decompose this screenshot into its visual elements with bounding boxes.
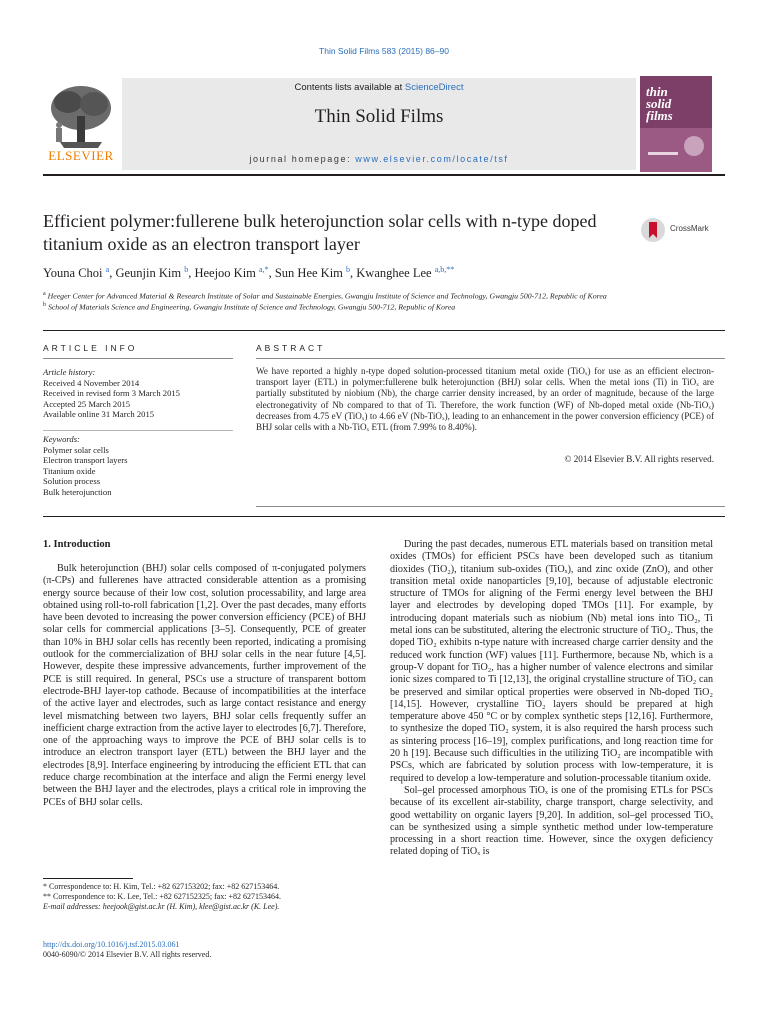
author-affiliation-mark[interactable]: b (184, 265, 189, 274)
keywords-list (43, 434, 233, 497)
cover-title: thin solid films (646, 84, 673, 123)
author-name[interactable]: Sun Hee Kim (274, 266, 343, 281)
abstract-bottom-rule (256, 506, 725, 507)
affiliation-b: $^b$ School of Materials Science and Engineering, Gwangju Institute of Science and Technology, Gwangju 500-712, Republic of Korea (43, 302, 456, 312)
author-affiliation-mark[interactable]: a (105, 265, 110, 274)
body-column-right (390, 539, 713, 859)
journal-reference-link[interactable]: Thin Solid Films 583 (2015) 86–90 (319, 46, 449, 56)
footnotes (43, 882, 373, 912)
sciencedirect-link[interactable]: ScienceDirect (404, 82, 464, 93)
keyword-item: Polymer solar cells (43, 444, 109, 455)
journal-homepage (122, 154, 636, 164)
keyword-item: Bulk heterojunction (43, 486, 112, 497)
author-name[interactable]: Youna Choi (43, 266, 103, 281)
page-footer (43, 940, 373, 960)
crossmark-label: CrossMark (670, 224, 709, 233)
elsevier-wordmark: ELSEVIER (48, 148, 114, 163)
body-column-left (43, 563, 366, 809)
keyword-item: Titanium oxide (43, 465, 96, 476)
keywords-rule (43, 430, 233, 431)
abstract-rule (256, 358, 725, 359)
paragraph: Sol–gel processed amorphous TiOₓ is one of the promising ETLs for PSCs because of its excellent air-stability, charge transport, charge selectivity, and good wettability on organic layers [9,20]. In addition, sol–gel processed TiOₓ can be synthesized using a simple synthetic method under low-temperature processing in a short reaction time. However, since the oxygen deficiency related doping of TiOₓ is (390, 784, 713, 858)
author-affiliation-mark[interactable]: a,b,** (434, 265, 455, 274)
author-divider (43, 330, 725, 331)
doi-link[interactable]: http://dx.doi.org/10.1016/j.tsf.2015.03.061 (43, 940, 180, 949)
footnote-correspondence-lee: ** Correspondence to: K. Lee, Tel.: +82 627152325; fax: +82 627153464. (43, 892, 282, 901)
author-name[interactable]: Geunjin Kim (115, 266, 182, 281)
author-name[interactable]: Kwanghee Lee (356, 266, 432, 281)
keyword-item: Solution process (43, 476, 101, 486)
cover-graphic-icon (640, 128, 712, 172)
author-affiliation-mark[interactable]: b (346, 265, 351, 274)
section-heading-introduction: 1. Introduction (43, 539, 111, 550)
paragraph: During the past decades, numerous ETL materials based on transition metal oxides (TMOs) for efficient PSCs have been developed such as titanium dioxides (TiO₂), titanium sub-oxides (TiOₓ), and zinc oxide (ZnO), and other transition metal oxide nanoparticles [9,10], because of adjustable electronic structure of TMOs for aligning of the Fermi energy level between the BHJ layer and electrodes by developing doped TMOs [11]. For example, by introducing dopant materials such as niobium (Nb) metal ions into TiO₂, Ti metal ions can be substituted, altering the electronic structure of TiO₂. Thus, the doped TiO₂ exhibits n-type nature with increased charge carrier density and the reduced work function (WF) values [11]. Furthermore, because Nb, which is a group-V dopant for TiO₂, has a higher number of valence electrons and similar ionic sizes compared to Ti [12,13], the original crystalline structure of TiO₂ can be preserved and similar optical properties were observed in Nb-doped TiO₂ [14,15]. However, crystalline TiO₂ layers should be prepared at high temperature above 450 °C or by complex synthetic steps [12,16]. Furthermore, to synthesize the doped TiO₂ system, it is also required the harsh process such as sintering process [16–19], complex purifications, and long reaction time for 20 h [19]. Because such difficulties in the utilizing TiO₂ are incompatible with PSCs, which are fabricated by solution process with low-temperature, it is required to develop a low-temperature and solution-processable titanium oxide. (390, 539, 713, 784)
history-label: Article history: (43, 367, 96, 377)
journal-title: Thin Solid Films (314, 106, 444, 127)
history-online: Available online 31 March 2015 (43, 409, 155, 419)
crossmark-icon (640, 216, 666, 244)
footnote-rule (43, 878, 133, 879)
footnote-emails[interactable]: E-mail addresses: heejook@gist.ac.kr (H. Kim), klee@gist.ac.kr (K. Lee). (43, 902, 280, 911)
history-received: Received 4 November 2014 (43, 377, 140, 388)
issn-line: 0040-6090/© 2014 Elsevier B.V. All rights reserved. (43, 950, 212, 959)
article-title: Efficient polymer:fullerene bulk heterojunction solar cells with n-type doped titanium oxide as an electron transport layer (43, 211, 597, 254)
abstract-text: We have reported a highly n-type doped solution-processed titanium metal oxide (TiOₓ) for use as an efficient electron-transport layer (ETL) in polymer:fullerene bulk heterojunction (BHJ) solar cells. When the metal ions (Ti) in TiOₓ are partially substituted by niobium (Nb), the charge carrier density increased, by an order of magnitude, because of the large electronegativity of Nb compared to that of Ti. Therefore, the work function (WF) of Nb-doped metal oxide (Nb-TiOₓ) decreases from 4.75 eV (TiOₓ) to 4.66 eV (Nb-TiOₓ), leading to an enhancement in the power conversion efficiency (PCE) of BHJ solar cells with a Nb-TiOₓ ETL (from 7.99% to 8.40%). (256, 366, 714, 433)
homepage-url-link[interactable]: www.elsevier.com/locate/tsf (355, 154, 509, 164)
article-info-rule (43, 358, 233, 359)
contents-line (122, 82, 636, 93)
abstract-copyright: © 2014 Elsevier B.V. All rights reserved. (564, 454, 714, 464)
author-affiliation-mark[interactable]: a,* (259, 265, 269, 274)
keywords-label: Keywords: (43, 434, 80, 444)
footnote-correspondence-kim: * Correspondence to: H. Kim, Tel.: +82 627153202; fax: +82 627153464. (43, 882, 280, 891)
article-history (43, 367, 233, 420)
header-divider (43, 174, 725, 176)
author-list: Youna Choi $^a$, Geunjin Kim $^b$, Heejoo Kim $^{a,*}$, Sun Hee Kim $^b$, Kwanghee Lee $^{a,b,**}$ (43, 265, 455, 281)
crossmark-button[interactable] (640, 216, 720, 244)
contents-prefix: Contents lists available at (294, 82, 405, 93)
body-divider (43, 516, 725, 517)
affiliation-a: $^a$ Heeger Center for Advanced Material & Research Institute of Solar and Sustainable Energies, Gwangju Institute of Science and Technology, Gwangju 500-712, Republic of Korea (43, 291, 607, 301)
homepage-label: journal homepage: (249, 154, 356, 164)
history-revised: Received in revised form 3 March 2015 (43, 388, 180, 398)
history-accepted: Accepted 25 March 2015 (43, 398, 131, 409)
journal-cover-thumbnail[interactable] (640, 76, 712, 172)
keyword-item: Electron transport layers (43, 455, 128, 465)
article-info-heading: ARTICLE INFO (43, 343, 138, 353)
abstract-heading: ABSTRACT (256, 343, 326, 353)
paragraph: Bulk heterojunction (BHJ) solar cells composed of π-conjugated polymers (π-CPs) and fullerenes have attracted considerable attention as a promising energy source because of their low cost, solution processability, and large area obtained using roll-to-roll fabrication [1,2]. Over the past decades, many efforts have been devoted to increasing the power conversion efficiency (PCE) of BHJ solar cells for commercial applications [3–5]. Consequently, PCE of greater than 10% in BHJ solar cells has recently been reported, indicating a promising outlook for the commercialization of BHJ solar cells in the near future [4,5]. However, despite these impressive advancements, further improvement of the PCE is still required. In general, PSCs use a structure of transparent bottom electrode-BHJ layer-top cathode. Because of incompatibilities at the interface of the active layer and electrodes, such as large contact resistance and energy level mismatching between two layers, BHJ solar cells frequently suffer an inefficient charge extraction from the active layer to electrodes [6,7]. Therefore, one of the approaching ways to improve the PCE of BHJ solar cells is to introduce an electron transport layer (ETL) between the BHJ layer and the electrodes [8,9]. Interface engineering by introducing the efficient ETL that can reduce charge recombination at the interface and align the Fermi energy level between the BHJ layer and the electrodes, plays a critical role in improving the PCEs of BHJ solar cells. (43, 563, 366, 808)
author-name[interactable]: Heejoo Kim (194, 266, 256, 281)
